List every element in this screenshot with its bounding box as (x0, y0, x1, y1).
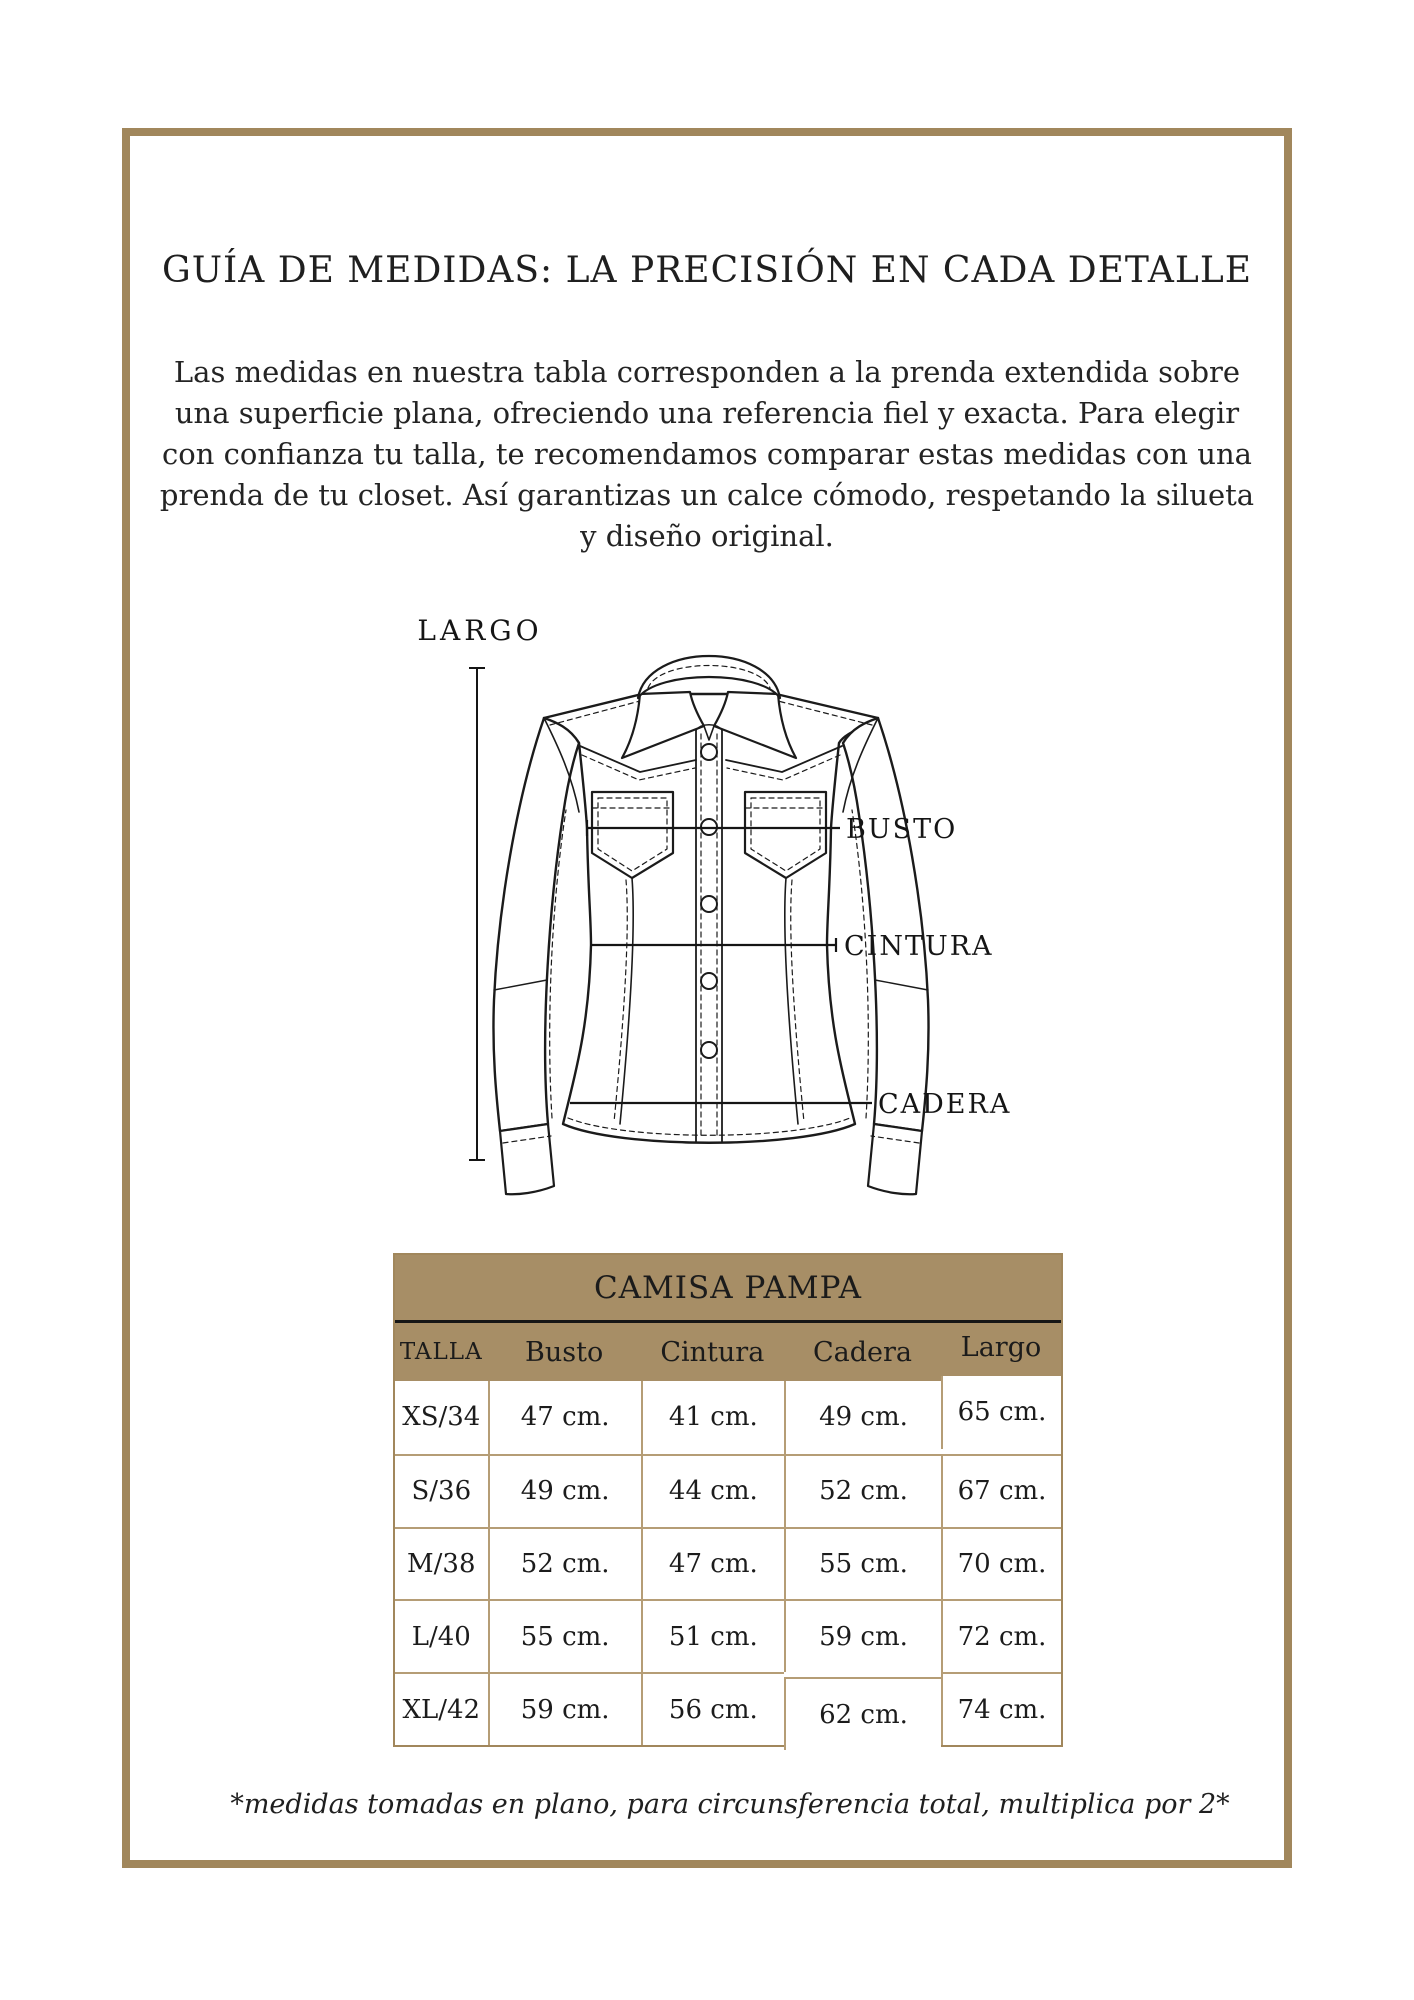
intro-line: una superficie plana, ofreciendo una referencia fiel y exacta. Para elegir (174, 396, 1240, 430)
column-header-largo: Largo (960, 1331, 1042, 1363)
intro-line: prenda de tu closet. Así garantizas un calce cómodo, respetando la silueta (159, 478, 1255, 512)
size-table-header (395, 1323, 1061, 1381)
column-header-busto: Busto (525, 1336, 604, 1368)
column-header-talla: TALLA (399, 1339, 483, 1365)
table-row (395, 1454, 1061, 1527)
cell-cintura: 56 cm. (641, 1672, 784, 1745)
cadera-label: CADERA (878, 1089, 1012, 1120)
cell-busto: 55 cm. (488, 1599, 641, 1672)
page-title: GUÍA DE MEDIDAS: LA PRECISIÓN EN CADA DETALLE (161, 250, 1253, 291)
size-table-body (395, 1381, 1061, 1745)
intro-line: con confianza tu talla, te recomendamos comparar estas medidas con una (162, 437, 1252, 471)
shirt-technical-drawing (330, 600, 1120, 1220)
intro-line: y diseño original. (580, 519, 834, 553)
cintura-label: CINTURA (844, 931, 994, 962)
table-row (395, 1672, 1061, 1745)
size-table (393, 1253, 1063, 1747)
cell-cadera: 49 cm. (784, 1381, 941, 1454)
table-row (395, 1381, 1061, 1454)
cell-cadera: 62 cm. (784, 1677, 941, 1750)
cell-largo: 72 cm. (941, 1599, 1061, 1672)
column-header-cadera: Cadera (812, 1336, 913, 1368)
cell-largo: 65 cm. (941, 1376, 1061, 1449)
cell-cintura: 47 cm. (641, 1527, 784, 1600)
cell-talla: L/40 (395, 1599, 488, 1672)
cell-cintura: 51 cm. (641, 1599, 784, 1672)
cell-largo: 70 cm. (941, 1527, 1061, 1600)
table-row (395, 1599, 1061, 1672)
cell-talla: M/38 (395, 1527, 488, 1600)
busto-label: BUSTO (846, 814, 958, 845)
cell-talla: S/36 (395, 1454, 488, 1527)
cell-largo: 67 cm. (941, 1454, 1061, 1527)
cell-talla: XS/34 (395, 1381, 488, 1454)
largo-label: LARGO (417, 614, 543, 647)
cell-cadera: 52 cm. (784, 1454, 941, 1527)
cell-busto: 49 cm. (488, 1454, 641, 1527)
cell-cadera: 55 cm. (784, 1527, 941, 1600)
cell-cadera: 59 cm. (784, 1599, 941, 1672)
intro-paragraph (157, 352, 1257, 557)
largo-measure (469, 668, 485, 1160)
shirt-body (544, 694, 878, 1143)
column-header-cintura: Cintura (660, 1336, 765, 1368)
table-row (395, 1527, 1061, 1600)
cell-largo: 74 cm. (941, 1672, 1061, 1745)
cell-busto: 52 cm. (488, 1527, 641, 1600)
cell-busto: 47 cm. (488, 1381, 641, 1454)
cell-cintura: 44 cm. (641, 1454, 784, 1527)
cell-cintura: 41 cm. (641, 1381, 784, 1454)
size-table-title: CAMISA PAMPA (395, 1255, 1061, 1323)
measurement-footnote: *medidas tomadas en plano, para circunsferencia total, multiplica por 2* (230, 1789, 1230, 1820)
intro-line: Las medidas en nuestra tabla corresponden a la prenda extendida sobre (173, 355, 1241, 389)
cell-talla: XL/42 (395, 1672, 488, 1745)
cell-busto: 59 cm. (488, 1672, 641, 1745)
